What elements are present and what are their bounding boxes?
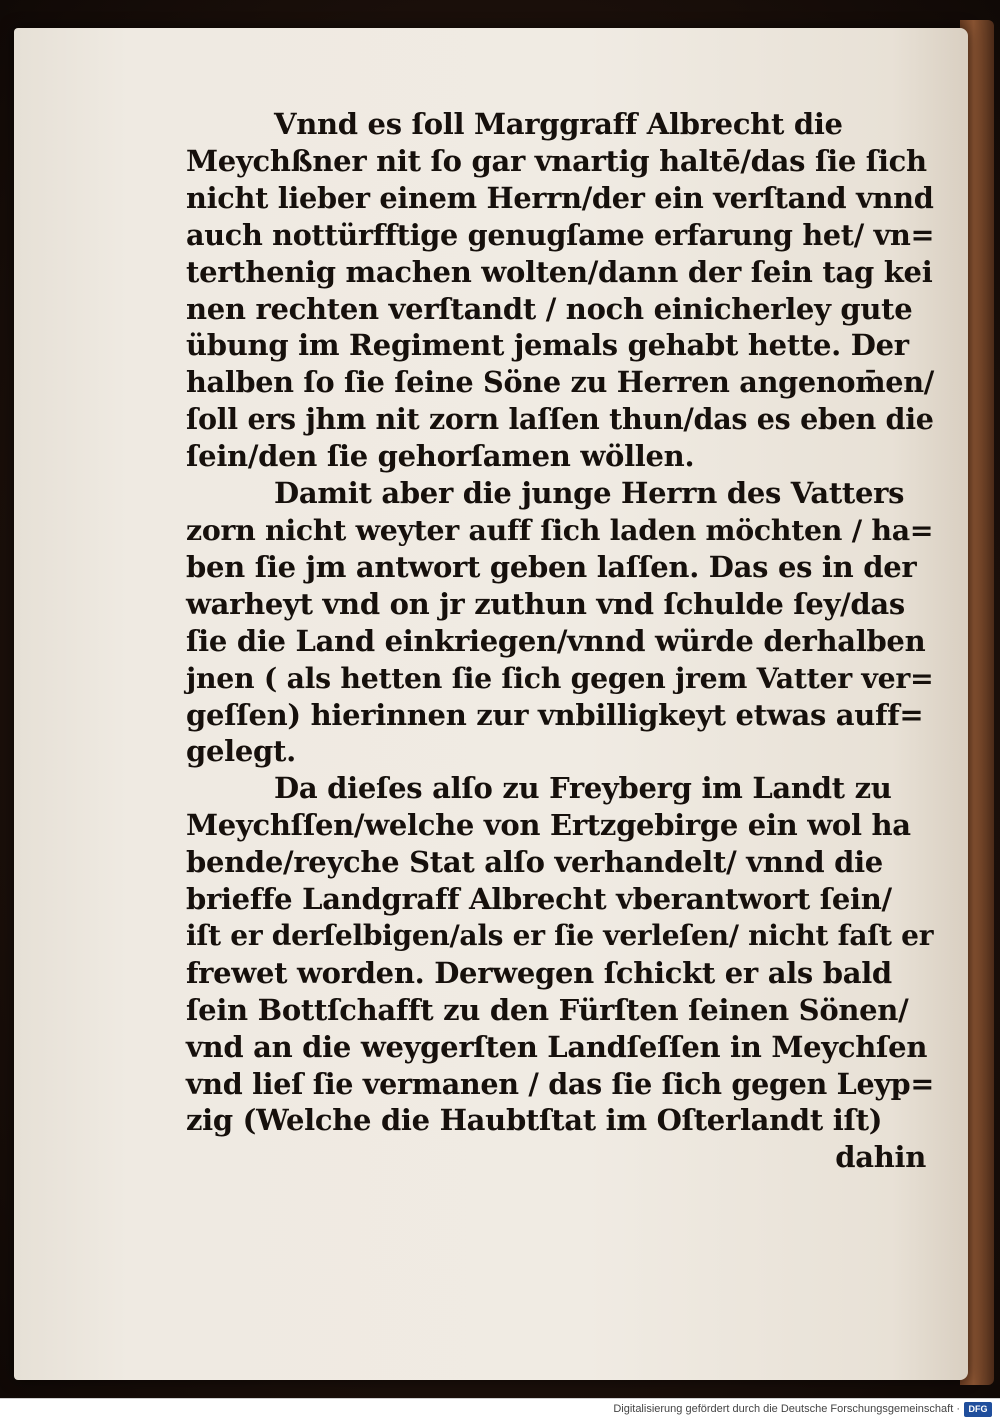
text-line: ſein Bottſchafft zu den Fürſten ſeinen Sönen/ bbox=[186, 992, 909, 1027]
funding-credit: Digitalisierung gefördert durch die Deutsche Forschungsgemeinschaft · bbox=[613, 1403, 960, 1415]
page-text-block bbox=[186, 106, 938, 1176]
dfg-logo-icon[interactable]: DFG bbox=[964, 1402, 992, 1417]
text-line: bende/reyche Stat alſo verhandelt/ vnnd die bbox=[186, 845, 883, 880]
text-line: gelegt. bbox=[186, 734, 296, 769]
text-line: vnd lieſ ſie vermanen / das ſie ſich gegen Leyp= bbox=[186, 1066, 934, 1101]
text-line: zorn nicht weyter auff ſich laden möchten / ha= bbox=[186, 512, 934, 547]
text-line: nicht lieber einem Herrn/der ein verſtand vnnd bbox=[186, 180, 934, 215]
text-line: vnd an die weygerſten Landſeſſen in Meychſen bbox=[186, 1029, 928, 1064]
text-line: ben ſie jm antwort geben laſſen. Das es in der bbox=[186, 549, 917, 584]
text-line: ſoll ers jhm nit zorn laſſen thun/das es eben die bbox=[186, 402, 934, 437]
catchword: dahin bbox=[835, 1140, 926, 1175]
book-page bbox=[14, 28, 968, 1380]
text-line: zig (Welche die Haubtſtat im Oſterlandt iſt) bbox=[186, 1103, 883, 1138]
text-line: Meychßner nit ſo gar vnartig haltē/das ſie ſich bbox=[186, 143, 927, 178]
text-line: jnen ( als hetten ſie ſich gegen jrem Vatter ver= bbox=[186, 660, 934, 695]
text-line: Meychſſen/welche von Ertzgebirge ein wol ha bbox=[186, 808, 911, 843]
text-line: frewet worden. Derwegen ſchickt er als bald bbox=[186, 955, 892, 990]
text-line: Vnnd es ſoll Marggraff Albrecht die bbox=[274, 107, 843, 141]
text-line: ſie die Land einkriegen/vnnd würde derhalben bbox=[186, 623, 926, 658]
text-line: geſſen) hierinnen zur vnbilligkeyt etwas auff= bbox=[186, 697, 924, 732]
text-line: ſein/den ſie gehorſamen wöllen. bbox=[186, 439, 695, 474]
text-line: iſt er derſelbigen/als er ſie verleſen/ nicht faſt er bbox=[186, 918, 934, 952]
footer-bar bbox=[0, 1398, 1000, 1421]
text-line: übung im Regiment jemals gehabt hette. Der bbox=[186, 328, 909, 363]
text-line: brieffe Landgraff Albrecht vberantwort ſein/ bbox=[186, 882, 892, 917]
text-line: auch nottürfftige genugſame erfarung het/ vn= bbox=[186, 217, 935, 252]
text-line: halben ſo ſie ſeine Söne zu Herren angenom̄en/ bbox=[186, 365, 934, 400]
text-line: nen rechten verſtandt / noch einicherley gute bbox=[186, 291, 913, 326]
text-line: Da dieſes alſo zu Freyberg im Landt zu bbox=[274, 771, 892, 806]
text-line: terthenig machen wolten/dann der ſein tag kei bbox=[186, 254, 933, 289]
text-line: Damit aber die junge Herrn des Vatters bbox=[274, 476, 905, 511]
text-line: warheyt vnd on jr zuthun vnd ſchulde ſey/das bbox=[186, 586, 905, 621]
